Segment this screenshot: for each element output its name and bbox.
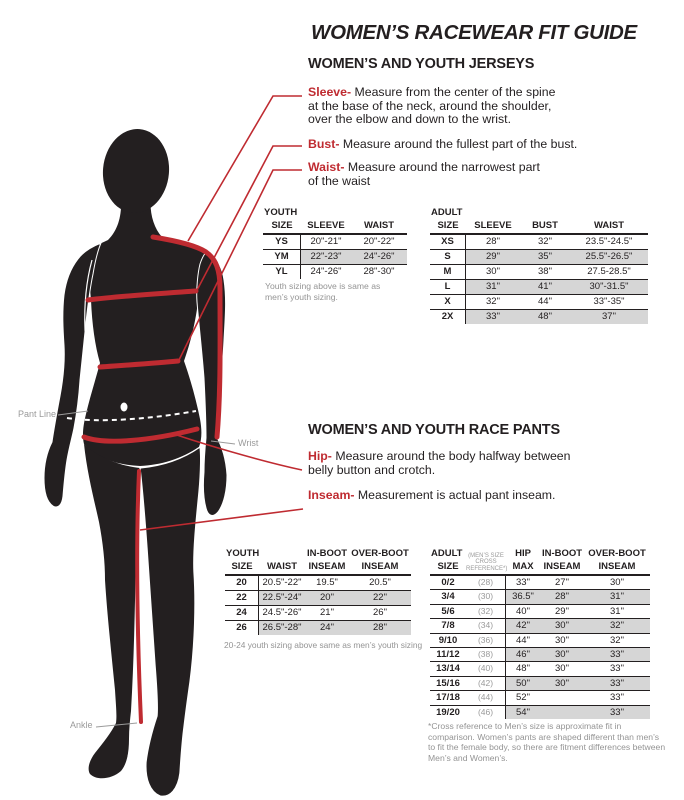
bust-instruction — [308, 138, 638, 152]
table-cell: 29" — [555, 605, 569, 617]
table-header — [430, 541, 650, 576]
table-cell: 30" — [540, 619, 584, 632]
table-cell: 30"-31.5" — [570, 280, 648, 294]
table-cell: 50" — [506, 677, 540, 690]
column-header: ADULT SIZE — [431, 548, 463, 572]
hip-description: Measure around the body halfway between belly button and crotch. — [308, 449, 571, 477]
table-cell: 3/4 — [441, 591, 455, 603]
table-cell: 22 — [225, 591, 259, 605]
table-cell: 13/14 — [436, 663, 460, 675]
table-row — [430, 604, 650, 618]
body-head — [99, 126, 172, 215]
table-row — [430, 264, 648, 279]
sleeve-instruction — [308, 86, 564, 127]
table-cell: 20"-22" — [363, 236, 395, 247]
table-cell: M — [430, 265, 466, 279]
table-cell: 20" — [305, 591, 349, 605]
table-cell: 11/12 — [436, 648, 460, 660]
table-cell: 32" — [538, 236, 552, 247]
table-cell: 21" — [320, 607, 334, 618]
table-cell — [540, 706, 584, 719]
table-cell: 30" — [555, 634, 569, 646]
table-cell: (36) — [466, 634, 506, 647]
table-row — [430, 589, 650, 603]
table-cell: 30" — [540, 648, 584, 661]
table-cell: 30" — [540, 677, 584, 690]
table-cell: 33" — [610, 692, 624, 704]
table-row — [225, 576, 411, 590]
table-cell: 30" — [610, 577, 624, 588]
table-cell: 48" — [516, 663, 530, 675]
table-row — [430, 633, 650, 647]
page-title: WOMEN’S RACEWEAR FIT GUIDE — [311, 21, 637, 44]
table-cell: 19/20 — [436, 706, 460, 718]
table-cell: 20 — [225, 576, 259, 590]
column-header: IN-BOOT INSEAM — [541, 548, 583, 572]
column-header: IN-BOOT INSEAM — [306, 548, 348, 572]
table-cell: 31" — [466, 280, 520, 294]
table-row — [430, 705, 650, 719]
table-cell: 22"-23" — [301, 250, 351, 264]
inseam-measure-line — [137, 471, 141, 722]
table-row — [430, 309, 648, 324]
table-row — [430, 249, 648, 264]
table-cell: 35" — [520, 250, 570, 264]
table-cell: 7/8 — [441, 620, 455, 632]
table-row — [225, 620, 411, 635]
inseam-instruction — [308, 489, 638, 503]
table-cell: 24.5"-26" — [262, 607, 302, 618]
table-cell: 42" — [506, 619, 540, 632]
column-header: WAIST — [266, 561, 298, 572]
table-cell: 44" — [516, 634, 530, 646]
table-cell: 17/18 — [436, 692, 460, 704]
table-cell: 20.5"-22" — [262, 577, 302, 588]
table-cell: (44) — [466, 691, 506, 704]
table-row — [225, 590, 411, 605]
column-header: YOUTH SIZE — [226, 548, 260, 572]
wrist-figure-label: Wrist — [238, 438, 259, 448]
table-cell: YL — [263, 265, 301, 279]
adult-jerseys-table — [430, 206, 648, 324]
table-cell: 33"-35" — [593, 296, 625, 307]
bust-description: Measure around the fullest part of the bust. — [342, 137, 578, 151]
pant-line-figure-label: Pant Line — [17, 409, 56, 419]
table-cell: 26" — [373, 607, 387, 618]
table-row — [430, 676, 650, 690]
table-row — [430, 690, 650, 704]
table-cell: 24 — [225, 606, 259, 620]
column-header: OVER-BOOT INSEAM — [351, 548, 409, 572]
jerseys-section-heading: WOMEN’S AND YOUTH JERSEYS — [308, 56, 535, 72]
sleeve-label: Sleeve- — [308, 85, 352, 99]
belly-button — [121, 403, 128, 412]
table-row — [263, 249, 407, 264]
table-row — [430, 294, 648, 309]
column-header: SLEEVE — [474, 220, 512, 231]
table-row — [263, 235, 407, 249]
table-cell: 2X — [430, 310, 466, 324]
youth-jerseys-note: Youth sizing above is same as men’s youth sizing. — [265, 281, 381, 302]
inseam-description: Measurement is actual pant inseam. — [357, 488, 556, 502]
column-header: HIP MAX — [512, 548, 534, 572]
table-cell: 28" — [486, 236, 500, 247]
table-header — [430, 206, 648, 235]
table-cell: 27.5-28.5" — [587, 266, 631, 277]
table-cell: 44" — [538, 296, 552, 307]
table-cell: 32" — [584, 619, 650, 632]
table-cell: (40) — [466, 662, 506, 675]
table-cell: (32) — [466, 605, 506, 618]
hip-instruction — [308, 450, 574, 477]
table-cell: 28"-30" — [363, 266, 395, 277]
table-cell: 32" — [486, 296, 500, 307]
table-cell: 15/16 — [436, 677, 460, 689]
adult-pants-table — [430, 541, 650, 719]
table-header — [225, 541, 411, 576]
table-cell: 31" — [584, 590, 650, 603]
table-cell: YS — [263, 235, 301, 249]
table-cell: 30" — [486, 266, 500, 277]
column-header: (MEN’S SIZE CROSS REFERENCE*) — [466, 552, 508, 572]
column-header: BUST — [532, 220, 558, 231]
table-header — [263, 206, 407, 235]
table-cell: 33" — [610, 663, 624, 675]
table-cell: 20.5" — [369, 577, 391, 588]
body-right-leg — [140, 447, 201, 796]
column-header: SLEEVE — [307, 220, 345, 231]
table-cell: 37" — [570, 310, 648, 324]
column-header: WAIST — [593, 220, 625, 231]
ankle-figure-label: Ankle — [70, 720, 93, 730]
pants-section-heading: WOMEN’S AND YOUTH RACE PANTS — [308, 422, 560, 438]
table-row — [430, 661, 650, 675]
table-cell — [540, 691, 584, 704]
table-cell: 26.5"-28" — [259, 621, 305, 635]
table-cell: 26 — [225, 621, 259, 635]
table-cell: 29" — [466, 250, 520, 264]
table-cell: 28" — [540, 590, 584, 603]
table-cell: 41" — [520, 280, 570, 294]
table-cell: 33" — [584, 706, 650, 719]
table-row — [430, 576, 650, 589]
adult-pants-footnote: *Cross reference to Men’s size is approximate fit in comparison. Women’s pants are shaped different than men’s to fit the female body, so there are fitment differences between Men’s and Women’s. — [428, 721, 666, 763]
table-cell: 24"-26" — [310, 266, 342, 277]
table-cell: 33" — [584, 677, 650, 690]
table-row — [263, 264, 407, 279]
table-cell: 33" — [466, 310, 520, 324]
sleeve-description: Measure from the center of the spine at the base of the neck, around the shoulder, over the elbow and down to the wrist. — [308, 85, 556, 127]
waist-instruction — [308, 161, 552, 188]
column-header: WAIST — [363, 220, 395, 231]
column-header: YOUTH SIZE — [264, 207, 298, 231]
column-header: OVER-BOOT INSEAM — [588, 548, 646, 572]
youth-pants-table — [225, 541, 411, 635]
table-cell: 32" — [610, 634, 624, 646]
table-cell: (30) — [466, 590, 506, 603]
table-cell: 33" — [516, 577, 530, 588]
table-cell: 25.5"-26.5" — [570, 250, 648, 264]
table-row — [430, 279, 648, 294]
column-header: ADULT SIZE — [431, 207, 463, 231]
waist-description: Measure around the narrowest part of the waist — [308, 160, 540, 188]
table-cell: 27" — [555, 577, 569, 588]
table-cell: 22" — [349, 591, 411, 605]
table-cell: 0/2 — [441, 577, 455, 588]
table-cell: 23.5"-24.5" — [585, 236, 633, 247]
table-cell: 46" — [506, 648, 540, 661]
table-cell: 20"-21" — [310, 236, 342, 247]
inseam-label: Inseam- — [308, 488, 355, 502]
youth-pants-note: 20-24 youth sizing above same as men’s youth sizing — [224, 640, 423, 650]
table-cell: 22.5"-24" — [259, 591, 305, 605]
table-cell: 30" — [555, 663, 569, 675]
table-cell: 19.5" — [316, 577, 338, 588]
table-row — [430, 647, 650, 661]
table-cell: 24" — [305, 621, 349, 635]
table-cell: 31" — [610, 605, 624, 617]
table-row — [430, 618, 650, 632]
table-cell: 33" — [584, 648, 650, 661]
table-cell: S — [430, 250, 466, 264]
waist-label: Waist- — [308, 160, 345, 174]
table-cell: XS — [430, 235, 466, 249]
table-cell: 28" — [349, 621, 411, 635]
table-cell: X — [430, 295, 466, 309]
table-cell: 38" — [538, 266, 552, 277]
table-cell: 52" — [516, 692, 530, 704]
table-row — [225, 605, 411, 620]
table-cell: L — [430, 280, 466, 294]
table-cell: (42) — [466, 677, 506, 690]
table-cell: 54" — [506, 706, 540, 719]
table-cell: (38) — [466, 648, 506, 661]
table-cell: 5/6 — [441, 605, 455, 617]
bust-label: Bust- — [308, 137, 340, 151]
table-cell: (28) — [466, 576, 506, 589]
table-cell: (34) — [466, 619, 506, 632]
table-cell: 9/10 — [438, 634, 458, 646]
body-torso — [80, 195, 207, 466]
table-cell: 48" — [520, 310, 570, 324]
table-cell: 40" — [516, 605, 530, 617]
table-cell: (46) — [466, 706, 506, 719]
hip-label: Hip- — [308, 449, 332, 463]
table-row — [430, 235, 648, 249]
table-cell: YM — [263, 250, 301, 264]
table-cell: 36.5" — [506, 590, 540, 603]
table-cell: 24"-26" — [351, 250, 407, 264]
youth-jerseys-table — [263, 206, 407, 279]
